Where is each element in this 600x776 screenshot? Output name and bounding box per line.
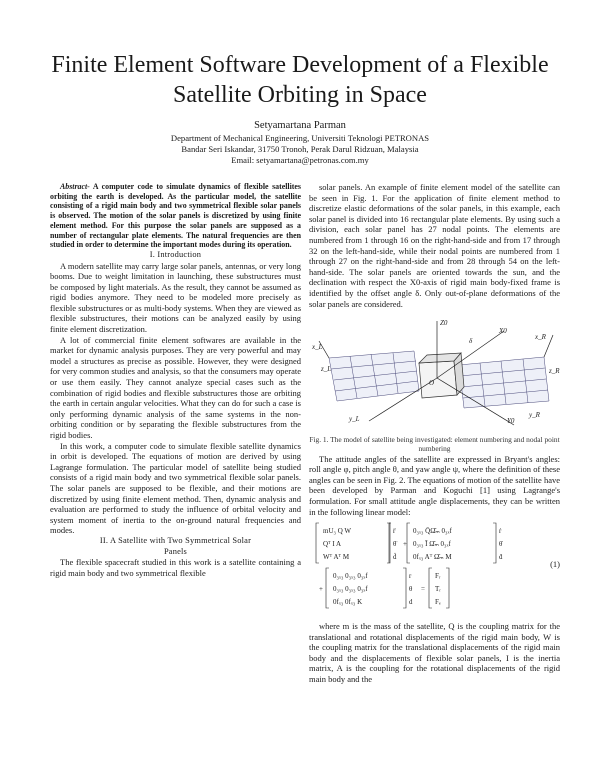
equation-1	[309, 519, 560, 619]
equation-number: (1)	[550, 559, 560, 570]
right-solar-panel	[459, 357, 549, 408]
equation-1-matrices	[309, 519, 529, 619]
title-line-2: Satellite Orbiting in Space	[173, 82, 427, 108]
attitude-paragraph: The attitude angles of the satellite are expressed in Bryant's angles: roll angle φ, pitch angle θ, and yaw angle ψ, where the definition of these angles can be seen in Fig. 2. The equations of motion of the satellite have been developed by Parman and Koguchi [1] using Lagrange's formulation. For small attitude angle displacements, they can be written in the following linear model:	[309, 453, 560, 517]
svg-text:0₃ₓ₃ Ī Ω̂ₘ 0₃ₓf: 0₃ₓ₃ Ī Ω̂ₘ 0₃ₓf	[413, 540, 451, 549]
section-heading-line-2: Panels	[163, 546, 188, 556]
section2-paragraph-1: The flexible spacecraft studied in this work is a satellite containing a rigid main body and two symmetrical flexible	[50, 557, 301, 578]
affiliation-address: Bandar Seri Iskandar, 31750 Tronoh, Perak Darul Ridzuan, Malaysia	[181, 143, 419, 154]
figure-1-caption: Fig. 1. The model of satellite being investigated: element numbering and nodal point numbering	[309, 435, 560, 454]
left-solar-panel	[329, 351, 419, 401]
intro-paragraph-3: In this work, a computer code to simulate flexible satellite dynamics in orbit is developed. The equations of motion are derived by using Lagrange formulation. The particular model of satellite being studied consists of a rigid main body and two symmetrical flexible solar panels. The solar panels are supposed to be flexible, and their motions are discretized by using finite element method. Then, dynamic analysis and evaluation are performed to study the influence of orbital velocity and system moment of inertia to the on-ground natural frequencies and modes.	[50, 440, 301, 536]
axis-label-yr: y_R	[529, 411, 540, 420]
abstract-label: Abstract-	[60, 182, 90, 191]
svg-text:d: d	[409, 598, 413, 607]
right-column	[309, 182, 560, 685]
svg-text:0₃ₓ₃ 0₃ₓ₃ 0₃ₓf: 0₃ₓ₃ 0₃ₓ₃ 0₃ₓf	[333, 585, 368, 594]
paper-title	[0, 50, 600, 110]
origin-label: O	[429, 379, 435, 388]
svg-text:0fₓ₃ 0fₓ₃ K: 0fₓ₃ 0fₓ₃ K	[333, 598, 363, 607]
svg-text:0fₓ₃ Aᵀ Ω̂ₘ M: 0fₓ₃ Aᵀ Ω̂ₘ M	[413, 553, 452, 562]
svg-text:Qᵀ I A: Qᵀ I A	[323, 540, 342, 549]
svg-text:+: +	[403, 540, 407, 549]
svg-text:=: =	[421, 585, 425, 594]
axis-label-x0: X0	[499, 327, 507, 336]
svg-text:θ: θ	[409, 585, 413, 594]
affiliation-department: Department of Mechanical Engineering, Universiti Teknologi PETRONAS	[170, 133, 430, 143]
svg-text:d̈: d̈	[393, 553, 397, 562]
axis-label-xl: x_L	[312, 343, 323, 352]
section-heading-introduction: I. Introduction	[149, 249, 202, 259]
svg-text:ṙ: ṙ	[499, 527, 502, 536]
svg-text:0₃ₓ₃ Q̄Ω̂ₘ 0₃ₓf: 0₃ₓ₃ Q̄Ω̂ₘ 0₃ₓf	[413, 527, 452, 536]
affiliation-email: Email: setyamartana@petronas.com.my	[231, 154, 369, 165]
left-column	[50, 182, 301, 578]
section-heading-line-1: II. A Satellite with Two Symmetrical Solar	[99, 535, 252, 545]
rigid-main-body	[419, 353, 464, 398]
author-name: Setyamartana Parman	[254, 120, 346, 131]
svg-text:Fᵣ: Fᵣ	[435, 572, 441, 581]
title-line-1: Finite Element Software Development of a Flexible	[51, 52, 549, 78]
svg-text:Wᵀ Aᵀ M: Wᵀ Aᵀ M	[323, 553, 350, 562]
affiliation	[0, 133, 600, 165]
axis-label-z0: Z0	[440, 319, 448, 328]
svg-text:r̈: r̈	[393, 527, 396, 536]
axis-label-yl: y_L	[349, 415, 360, 424]
axis-label-zr: z_R	[549, 367, 560, 376]
svg-text:Fₑ: Fₑ	[435, 598, 441, 607]
svg-text:Tᵣ: Tᵣ	[435, 585, 441, 594]
axis-label-y0: Y0	[507, 417, 515, 426]
svg-text:θ̈: θ̈	[393, 540, 397, 549]
intro-paragraph-2: A lot of commercial finite element softwares are available in the market for dynamic analysis purposes. They are very powerful and may model a structures as precise as possible. However, they were designed for very common studies and analysis, so that the consumers may operate or use them easily. They cannot analyze special cases such as the combination of rigid bodies and flexible substructures those are orbiting the earth in certain angular velocities. What they can do for such a case is only performing dynamic analysis of the same systems in the non-orbiting condition or by separating the flexible substructures from the rigid bodies.	[50, 334, 301, 441]
intro-paragraph-1: A modern satellite may carry large solar panels, antennas, or very long booms. Due to weight limitation in launching, these substructures must be composed by light materials. As the result, they cannot be assumed as rigid bodies anymore. They need to be modeled more precisely as flexible substructures or as multi-body systems. When they are viewed as flexible substructures, their motions can be analyzed easily by using finite element discretization.	[50, 260, 301, 335]
abstract	[50, 182, 301, 250]
svg-text:mU₃ Q W: mU₃ Q W	[323, 527, 351, 536]
svg-text:ḋ: ḋ	[499, 553, 503, 562]
svg-text:θ̇: θ̇	[499, 540, 503, 549]
svg-text:r: r	[409, 572, 412, 581]
abstract-text: A computer code to simulate dynamics of flexible satellites orbiting the earth is developed. As the particular model, the satellite consisting of a rigid main body and two symmetrical flexible solar panels is observed. The motion of the solar panels is discretized by using finite element method. For this purpose the solar panels are supposed as a number of rectangular plate elements. The natural frequencies are then studied in order to determine the important modes during its operation.	[50, 182, 301, 250]
where-paragraph: where m is the mass of the satellite, Q is the coupling matrix for the translational and rotational displacements of the rigid main body, W is the coupling matrix for the translational displacements of the rigid main body and the displacements of flexible solar panels, I is the inertia matrix, A is the coupling for the rotational displacements of the rigid main body and the	[309, 621, 560, 685]
offset-angle-label: δ	[469, 337, 473, 346]
section-heading-satellite	[50, 536, 301, 557]
section2-paragraph-2: solar panels. An example of finite element model of the satellite can be seen in Fig. 1. For the application of finite element method to discretize elastic deformations of the solar panels, in this example, each solar panel is divided into 16 rectangular plate elements. By using such a division, each solar panel has 27 nodal points. The elements are numbered from 1 through 16 on the right-hand-side and from 17 through 32 on the left-hand-side, while their nodal points are numbered from 1 through 27 on the right-hand-side and from 28 through 54 on the left-hand-side. The solar panels are oriented towards the sun, and the declination with respect the X0-axis of rigid main body-fixed frame is identified by the offset angle δ. Only out-of-plane deformations of the solar panels are considered.	[309, 182, 560, 309]
satellite-fe-model-diagram	[309, 313, 560, 431]
axis-label-xr: x_R	[535, 333, 546, 342]
axis-label-zl: z_L	[321, 365, 332, 374]
svg-text:0₃ₓ₃ 0₃ₓ₃ 0₃ₓf: 0₃ₓ₃ 0₃ₓ₃ 0₃ₓf	[333, 572, 368, 581]
svg-text:+: +	[319, 585, 323, 594]
figure-1	[309, 313, 560, 431]
